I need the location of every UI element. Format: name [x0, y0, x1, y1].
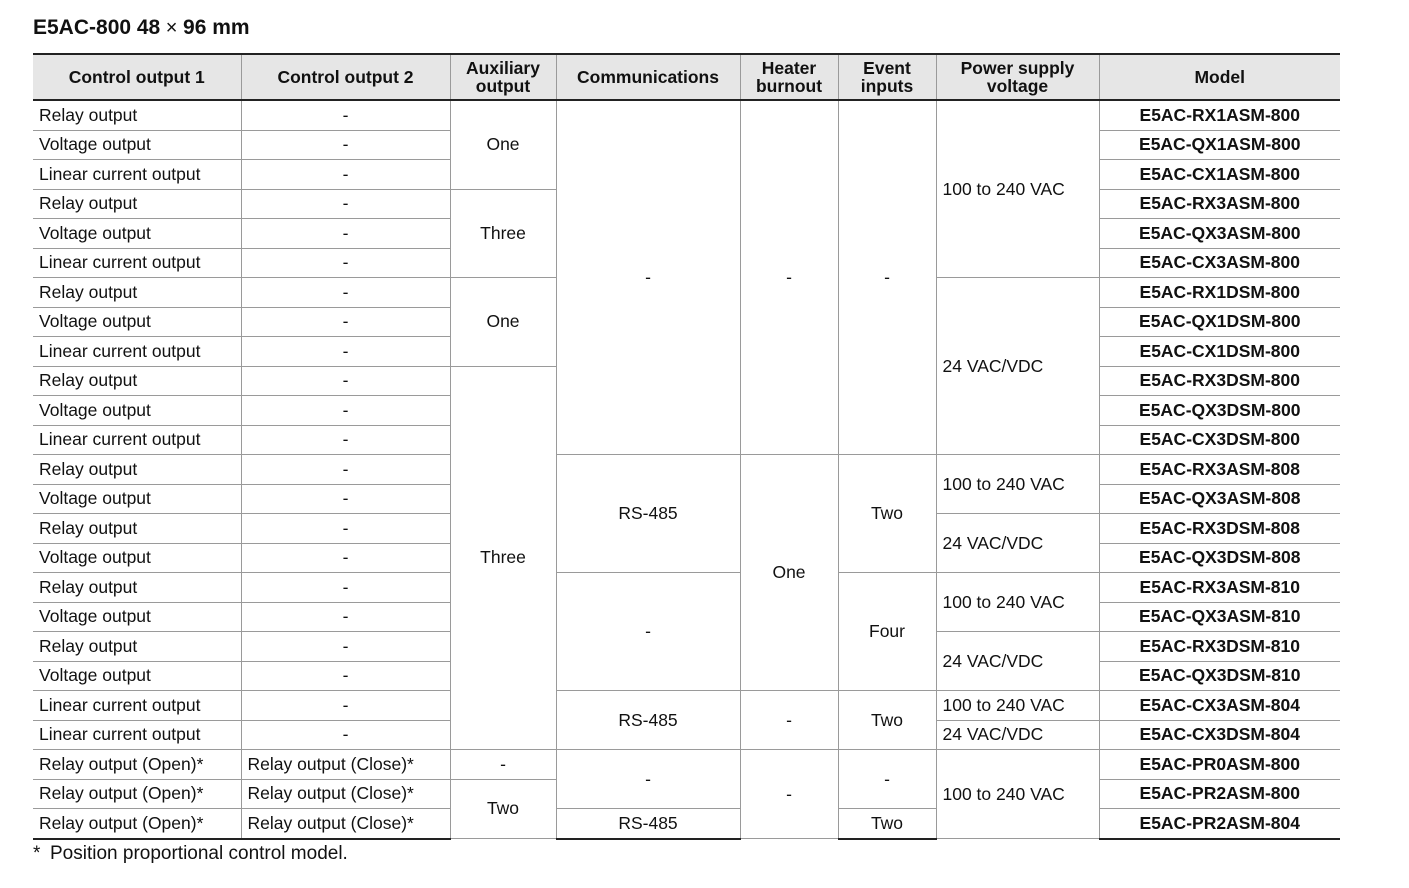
cell-control-output-2: -: [241, 100, 450, 130]
cell-model: E5AC-CX3DSM-800: [1099, 425, 1340, 455]
cell-model: E5AC-CX1DSM-800: [1099, 337, 1340, 367]
cell-control-output-2: -: [241, 602, 450, 632]
cell-power-supply: 100 to 240 VAC: [936, 573, 1099, 632]
cell-control-output-2: -: [241, 691, 450, 721]
cell-control-output-1: Voltage output: [33, 130, 241, 160]
cell-auxiliary-output: -: [450, 750, 556, 780]
table-row: [33, 573, 1340, 603]
cell-heater-burnout: -: [740, 750, 838, 839]
cell-control-output-2: -: [241, 248, 450, 278]
cell-control-output-2: -: [241, 130, 450, 160]
cell-power-supply: 24 VAC/VDC: [936, 720, 1099, 750]
cell-model: E5AC-CX1ASM-800: [1099, 160, 1340, 190]
header-event-inputs: Event inputs: [838, 54, 936, 100]
table-row: [33, 750, 1340, 780]
cell-model: E5AC-QX3DSM-800: [1099, 396, 1340, 426]
header-communications: Communications: [556, 54, 740, 100]
cell-model: E5AC-PR0ASM-800: [1099, 750, 1340, 780]
cell-control-output-1: Voltage output: [33, 602, 241, 632]
cell-control-output-2: -: [241, 189, 450, 219]
cell-communications: -: [556, 750, 740, 809]
table-row: [33, 809, 1340, 839]
cell-event-inputs: Four: [838, 573, 936, 691]
cell-communications: RS-485: [556, 455, 740, 573]
cell-communications: -: [556, 573, 740, 691]
cell-model: E5AC-RX1DSM-800: [1099, 278, 1340, 308]
cell-model: E5AC-RX3ASM-800: [1099, 189, 1340, 219]
cell-control-output-2: -: [241, 573, 450, 603]
cell-control-output-2: -: [241, 219, 450, 249]
cell-control-output-1: Voltage output: [33, 661, 241, 691]
cell-control-output-1: Relay output: [33, 514, 241, 544]
cell-power-supply: 24 VAC/VDC: [936, 278, 1099, 455]
cell-model: E5AC-QX1DSM-800: [1099, 307, 1340, 337]
cell-control-output-2: -: [241, 455, 450, 485]
cell-control-output-2: -: [241, 337, 450, 367]
table-row: [33, 691, 1340, 721]
cell-control-output-2: Relay output (Close)*: [241, 779, 450, 809]
cell-control-output-2: Relay output (Close)*: [241, 750, 450, 780]
cell-control-output-1: Relay output (Open)*: [33, 750, 241, 780]
cell-control-output-1: Relay output: [33, 189, 241, 219]
cell-heater-burnout: -: [740, 100, 838, 455]
cell-auxiliary-output: Three: [450, 189, 556, 278]
cell-auxiliary-output: Three: [450, 366, 556, 750]
cell-model: E5AC-PR2ASM-800: [1099, 779, 1340, 809]
cell-heater-burnout: One: [740, 455, 838, 691]
cell-model: E5AC-RX3DSM-800: [1099, 366, 1340, 396]
cell-control-output-2: -: [241, 484, 450, 514]
cell-control-output-2: -: [241, 632, 450, 662]
cell-power-supply: 100 to 240 VAC: [936, 455, 1099, 514]
cell-auxiliary-output: One: [450, 100, 556, 189]
cell-control-output-1: Relay output: [33, 573, 241, 603]
cell-model: E5AC-RX1ASM-800: [1099, 100, 1340, 130]
cell-power-supply: 100 to 240 VAC: [936, 100, 1099, 278]
cell-control-output-2: -: [241, 661, 450, 691]
cell-control-output-2: -: [241, 278, 450, 308]
cell-control-output-2: -: [241, 366, 450, 396]
cell-model: E5AC-QX3ASM-800: [1099, 219, 1340, 249]
cell-model: E5AC-PR2ASM-804: [1099, 809, 1340, 839]
footnote: [33, 843, 348, 865]
cell-event-inputs: -: [838, 100, 936, 455]
cell-model: E5AC-QX3DSM-808: [1099, 543, 1340, 573]
cell-model: E5AC-RX3ASM-808: [1099, 455, 1340, 485]
cell-auxiliary-output: Two: [450, 779, 556, 839]
cell-event-inputs: Two: [838, 455, 936, 573]
cell-control-output-1: Linear current output: [33, 425, 241, 455]
cell-control-output-1: Relay output: [33, 366, 241, 396]
cell-control-output-1: Relay output: [33, 632, 241, 662]
cell-control-output-2: Relay output (Close)*: [241, 809, 450, 839]
cell-control-output-1: Voltage output: [33, 219, 241, 249]
header-model: Model: [1099, 54, 1340, 100]
cell-control-output-2: -: [241, 396, 450, 426]
cell-model: E5AC-QX3ASM-808: [1099, 484, 1340, 514]
cell-control-output-2: -: [241, 307, 450, 337]
cell-event-inputs: Two: [838, 809, 936, 839]
header-row: [33, 54, 1340, 100]
header-heater-burnout: Heater burnout: [740, 54, 838, 100]
cell-control-output-1: Relay output: [33, 455, 241, 485]
cell-model: E5AC-CX3ASM-804: [1099, 691, 1340, 721]
cell-model: E5AC-QX3ASM-810: [1099, 602, 1340, 632]
cell-control-output-1: Voltage output: [33, 307, 241, 337]
cell-control-output-1: Relay output: [33, 100, 241, 130]
cell-communications: -: [556, 100, 740, 455]
cell-control-output-1: Voltage output: [33, 396, 241, 426]
cell-control-output-1: Linear current output: [33, 248, 241, 278]
cell-control-output-2: -: [241, 160, 450, 190]
cell-control-output-1: Linear current output: [33, 337, 241, 367]
cell-control-output-1: Linear current output: [33, 720, 241, 750]
header-control-output-2: Control output 2: [241, 54, 450, 100]
cell-model: E5AC-RX3ASM-810: [1099, 573, 1340, 603]
cell-model: E5AC-CX3DSM-804: [1099, 720, 1340, 750]
cell-event-inputs: Two: [838, 691, 936, 750]
header-auxiliary-output: Auxiliary output: [450, 54, 556, 100]
cell-communications: RS-485: [556, 809, 740, 839]
cell-heater-burnout: -: [740, 691, 838, 750]
cell-communications: RS-485: [556, 691, 740, 750]
page-title: E5AC-800 48 × 96 mm: [33, 16, 250, 39]
footnote-text: Position proportional control model.: [50, 843, 348, 864]
cell-power-supply: 24 VAC/VDC: [936, 632, 1099, 691]
cell-control-output-2: -: [241, 425, 450, 455]
cell-control-output-1: Relay output (Open)*: [33, 809, 241, 839]
cell-model: E5AC-CX3ASM-800: [1099, 248, 1340, 278]
cell-control-output-1: Voltage output: [33, 484, 241, 514]
cell-control-output-2: -: [241, 543, 450, 573]
cell-model: E5AC-RX3DSM-810: [1099, 632, 1340, 662]
cell-model: E5AC-QX1ASM-800: [1099, 130, 1340, 160]
header-control-output-1: Control output 1: [33, 54, 241, 100]
cell-control-output-1: Relay output: [33, 278, 241, 308]
cell-control-output-1: Relay output (Open)*: [33, 779, 241, 809]
cell-control-output-2: -: [241, 720, 450, 750]
table-row: [33, 100, 1340, 130]
header-power-supply-voltage: Power supply voltage: [936, 54, 1099, 100]
footnote-mark: *: [33, 843, 41, 864]
cell-control-output-1: Voltage output: [33, 543, 241, 573]
cell-power-supply: 100 to 240 VAC: [936, 691, 1099, 721]
cell-model: E5AC-RX3DSM-808: [1099, 514, 1340, 544]
cell-control-output-1: Linear current output: [33, 160, 241, 190]
cell-model: E5AC-QX3DSM-810: [1099, 661, 1340, 691]
cell-auxiliary-output: One: [450, 278, 556, 367]
cell-power-supply: 100 to 240 VAC: [936, 750, 1099, 839]
cell-control-output-1: Linear current output: [33, 691, 241, 721]
cell-power-supply: 24 VAC/VDC: [936, 514, 1099, 573]
model-table: [33, 53, 1340, 840]
cell-control-output-2: -: [241, 514, 450, 544]
cell-event-inputs: -: [838, 750, 936, 809]
table-row: [33, 455, 1340, 485]
